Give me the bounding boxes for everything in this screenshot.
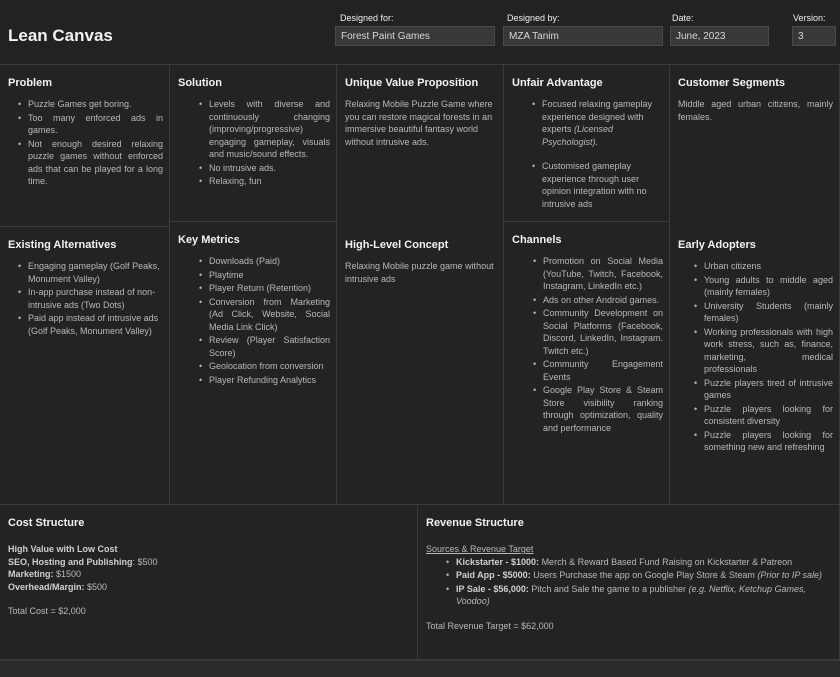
- revenue-structure-title: Revenue Structure: [426, 517, 524, 529]
- list-item: • Engaging gameplay (Golf Peaks, Monument Valley): [28, 260, 163, 285]
- list-item: • Player Refunding Analytics: [209, 374, 330, 387]
- uvp-text: Relaxing Mobile Puzzle Game where you can restore magical forests in an immersive beautiful fantasy world without intrusive ads.: [345, 99, 493, 147]
- high-level-concept-section: [337, 227, 504, 505]
- list-item: • In-app purchase instead of non-intrusive ads (Two Dots): [28, 286, 163, 311]
- problem-title: Problem: [8, 77, 53, 89]
- list-item: • Customised gameplay experience through user opinion integration with no intrusive ads: [542, 160, 663, 210]
- header-bar: [0, 0, 840, 65]
- list-item: • Community Development on Social Platforms (Facebook, Discord, LinkedIn, Instagram. Twitch etc.): [543, 307, 663, 357]
- customer-segments-text: Middle aged urban citizens, mainly females.: [678, 99, 833, 122]
- list-item: • University Students (mainly females): [704, 300, 833, 325]
- key-metrics-list: [178, 255, 330, 386]
- list-item: • Geolocation from conversion: [209, 360, 330, 373]
- list-item: • Paid App - $5000: Users Purchase the app on Google Play Store & Steam (Prior to IP sale): [456, 569, 833, 582]
- list-item: • Not enough desired relaxing puzzle games without enforced ads that can be played for a long time.: [28, 138, 163, 188]
- designed-by-field[interactable]: MZA Tanim: [503, 26, 663, 46]
- list-item: • Puzzle players looking for something new and refreshing: [704, 429, 833, 454]
- list-item: • Relaxing, fun: [209, 175, 330, 188]
- version-field[interactable]: 3: [792, 26, 836, 46]
- problem-list: [8, 98, 163, 188]
- solution-section: [170, 65, 337, 222]
- list-item: • Puzzle players tired of intrusive games: [704, 377, 833, 402]
- unfair-advantage-item-text: Focused relaxing gameplay experience designed with experts: [542, 99, 653, 134]
- unfair-advantage-title: Unfair Advantage: [512, 77, 603, 89]
- list-item: • Kickstarter - $1000: Merch & Reward Based Fund Raising on Kickstarter & Patreon: [456, 556, 833, 569]
- list-item: • Conversion from Marketing (Ad Click, Website, Social Media Link Click): [209, 296, 330, 334]
- list-item: • Promotion on Social Media (YouTube, Twitch, Facebook, Instagram, LinkedIn etc.): [543, 255, 663, 293]
- cost-structure-title: Cost Structure: [8, 517, 85, 529]
- list-item: • Puzzle players looking for consistent diversity: [704, 403, 833, 428]
- list-item: • Too many enforced ads in games.: [28, 112, 163, 137]
- list-item: • Playtime: [209, 269, 330, 282]
- revenue-subheading: Sources & Revenue Target: [426, 544, 534, 554]
- list-item: • Player Return (Retention): [209, 282, 330, 295]
- list-item: • Ads on other Android games.: [543, 294, 663, 307]
- date-label: Date:: [672, 13, 694, 23]
- channels-list: [512, 255, 663, 434]
- list-item: • No intrusive ads.: [209, 162, 330, 175]
- solution-list: [178, 98, 330, 188]
- total-cost: Total Cost = $2,000: [8, 606, 86, 616]
- list-item: • Urban citizens: [704, 260, 833, 273]
- list-item: [542, 98, 663, 148]
- high-level-concept-text: Relaxing Mobile puzzle game without intrusive ads: [345, 261, 494, 284]
- uvp-section: [337, 65, 504, 227]
- channels-title: Channels: [512, 234, 562, 246]
- total-revenue: Total Revenue Target = $62,000: [426, 620, 554, 631]
- early-adopters-section: [670, 227, 840, 505]
- footer-strip: [0, 660, 840, 677]
- customer-segments-section: [670, 65, 840, 227]
- key-metrics-title: Key Metrics: [178, 234, 240, 246]
- cost-line-seo: SEO, Hosting and Publishing: $500: [8, 556, 158, 567]
- list-item: • Puzzle Games get boring.: [28, 98, 163, 111]
- unfair-advantage-list: [512, 98, 663, 210]
- version-label: Version:: [793, 13, 826, 23]
- list-item: • IP Sale - $56,000: Pitch and Sale the game to a publisher (e.g. Netflix, Ketchup Games, Voodoo): [456, 583, 833, 608]
- designed-for-label: Designed for:: [340, 13, 394, 23]
- list-item: • Paid app instead of intrusive ads (Golf Peaks, Monument Valley): [28, 312, 163, 337]
- designed-by-label: Designed by:: [507, 13, 560, 23]
- list-item: • Downloads (Paid): [209, 255, 330, 268]
- revenue-structure-section: [418, 505, 840, 660]
- cost-structure-section: [0, 505, 418, 660]
- list-item: • Google Play Store & Steam Store visibility ranking through optimization, quality and performance: [543, 384, 663, 434]
- list-item: • Working professionals with high work stress, such as, finance, marketing, medical professionals: [704, 326, 833, 376]
- existing-alternatives-list: [8, 260, 163, 337]
- unfair-advantage-section: [504, 65, 670, 222]
- channels-section: [504, 222, 670, 505]
- early-adopters-title: Early Adopters: [678, 239, 756, 251]
- date-field[interactable]: June, 2023: [670, 26, 769, 46]
- early-adopters-list: [678, 260, 833, 454]
- revenue-list: [426, 556, 833, 608]
- unfair-advantage-item-note: (Licensed Psychologist).: [542, 124, 614, 147]
- customer-segments-title: Customer Segments: [678, 77, 785, 89]
- uvp-title: Unique Value Proposition: [345, 77, 479, 89]
- existing-alternatives-title: Existing Alternatives: [8, 239, 117, 251]
- list-item: • Community Engagement Events: [543, 358, 663, 383]
- existing-alternatives-section: [0, 227, 170, 505]
- high-level-concept-title: High-Level Concept: [345, 239, 449, 251]
- designed-for-field[interactable]: Forest Paint Games: [335, 26, 495, 46]
- solution-title: Solution: [178, 77, 222, 89]
- canvas-title: Lean Canvas: [8, 26, 113, 45]
- cost-line-marketing: Marketing: $1500: [8, 569, 82, 579]
- key-metrics-section: [170, 222, 337, 505]
- cost-line-overhead: Overhead/Margin: $500: [8, 581, 108, 592]
- cost-heading: High Value with Low Cost: [8, 544, 118, 554]
- list-item: • Young adults to middle aged (mainly females): [704, 274, 833, 299]
- list-item: • Review (Player Satisfaction Score): [209, 334, 330, 359]
- list-item: • Levels with diverse and continuously changing (improving/progressive) engaging gameplay, visuals and music/sound effects.: [209, 98, 330, 161]
- problem-section: [0, 65, 170, 227]
